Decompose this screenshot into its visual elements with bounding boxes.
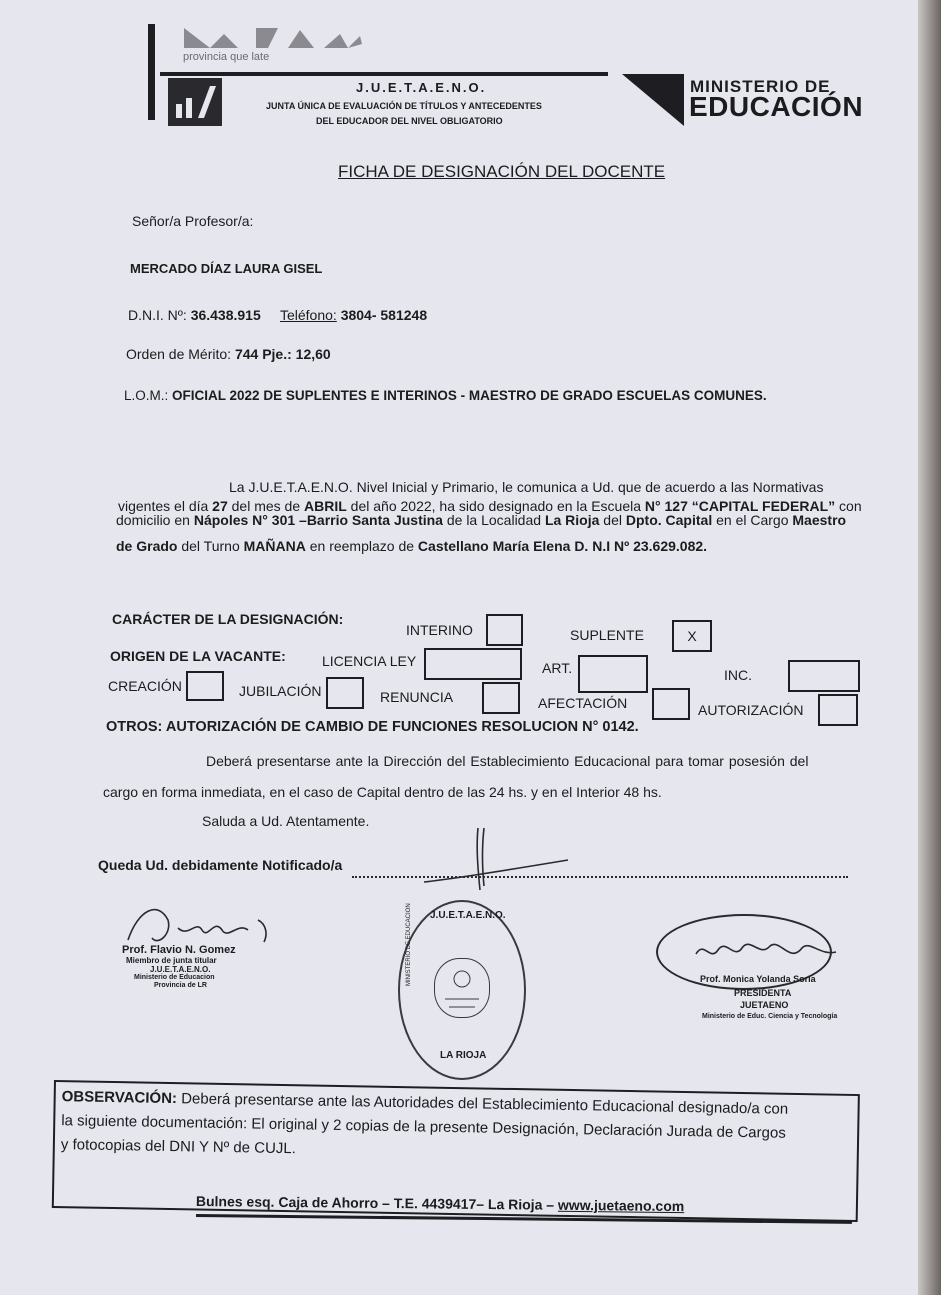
body-line-1 [229,479,823,495]
phone-label: Teléfono: [279,307,337,323]
body-text: del Turno [177,538,244,554]
creacion-checkbox[interactable] [186,671,224,701]
dni-label: D.N.I. Nº: [128,307,187,323]
licencia-field[interactable] [424,648,522,680]
logo-tagline: provincia que late [183,51,270,63]
merit-value: 744 Pje.: 12,60 [234,346,331,362]
body-position: Maestro [792,512,847,528]
body-text: de la Localidad [442,512,545,528]
renuncia-label: RENUNCIA [380,689,454,705]
notified-label: Queda Ud. debidamente Notificado/a [98,857,343,873]
right-signer-org: JUETAENO [740,1000,789,1010]
dni-value: 36.438.915 [190,307,261,323]
phone-value: 3804- 581248 [340,307,428,323]
closing-line-2: cargo en forma inmediata, en el caso de Capital dentro de las 24 hs. y en el Interior 48 hs. [103,784,662,800]
closing-line-1: Deberá presentarse ante la Dirección del Establecimiento Educacional para tomar posesión del [206,753,809,769]
desk-background [918,0,941,1295]
right-signer-ministry: Ministerio de Educ. Ciencia y Tecnología [702,1013,838,1020]
left-signer-name: Prof. Flavio N. Gomez [122,944,236,956]
left-signer-province: Provincia de LR [154,982,207,989]
caracter-label: CARÁCTER DE LA DESIGNACIÓN: [112,611,344,627]
right-signature [690,934,840,975]
body-text: en el Cargo [712,512,793,528]
body-month: ABRIL [304,498,347,514]
autorizacion-label: AUTORIZACIÓN [698,702,804,718]
suplente-mark: X [687,628,697,644]
right-signer-role: PRESIDENTA [734,988,792,998]
body-replacement: Castellano María Elena D. N.I Nº 23.629.082. [417,538,708,554]
official-seal [398,900,526,1080]
afectacion-label: AFECTACIÓN [538,695,628,711]
body-text: del mes de [227,498,305,514]
ministry-line2: EDUCACIÓN [689,91,864,122]
org-acronym: J.U.E.T.A.E.N.O. [356,80,487,95]
licencia-label: LICENCIA LEY [322,653,417,669]
art-field[interactable] [578,655,648,693]
ministry-logo-mark [622,74,684,126]
juetaeno-emblem [168,78,222,126]
art-label: ART. [542,660,573,676]
creacion-label: CREACIÓN [108,678,182,694]
renuncia-checkbox[interactable] [482,682,520,714]
salutation: Señor/a Profesor/a: [132,213,254,229]
otros-line: OTROS: AUTORIZACIÓN DE CAMBIO DE FUNCIONES RESOLUCION N° 0142. [106,719,639,735]
seal-bottom-text: LA RIOJA [440,1050,487,1061]
body-line-3 [116,512,846,528]
body-address: Nápoles N° 301 –Barrio Santa Justina [193,512,443,528]
body-text: del [599,512,626,528]
document-title: FICHA DE DESIGNACIÓN DEL DOCENTE [338,162,666,181]
jubilacion-label: JUBILACIÓN [239,683,322,699]
body-department: Dpto. Capital [625,512,713,528]
recipient-signature [420,822,580,899]
autorizacion-checkbox[interactable] [818,694,858,726]
observation-line-3: y fotocopias del DNI Y Nº de CUJL. [60,1136,297,1158]
body-shift: MAÑANA [243,538,306,554]
org-name-line2: DEL EDUCADOR DEL NIVEL OBLIGATORIO [316,116,503,126]
afectacion-checkbox[interactable] [652,688,690,720]
left-signer-role: Miembro de junta titular [126,956,217,965]
inc-label: INC. [724,667,752,683]
header-rule [160,72,608,76]
seal-top-text: J.U.E.T.A.E.N.O. [430,910,506,921]
left-signer-ministry: Ministerio de Educacion [134,974,215,981]
jubilacion-checkbox[interactable] [326,677,364,709]
body-text-1: La J.U.E.T.A.E.N.O. Nivel Inicial y Primario, le comunica a Ud. que de acuerdo a las Normativas [229,479,824,495]
greeting: Saluda a Ud. Atentamente. [202,813,370,829]
coat-of-arms-icon [435,959,489,1017]
suplente-checkbox[interactable] [672,620,712,652]
juetaeno-emblem-icon [168,78,222,126]
interino-checkbox[interactable] [486,614,523,646]
body-day: 27 [212,498,228,514]
inc-field[interactable] [788,660,860,692]
observation-text-1: Deberá presentarse ante las Autoridades del Establecimiento Educacional designado/a con [176,1090,789,1118]
body-text: del año 2022, ha sido designado en la Escuela [346,498,645,514]
origen-label: ORIGEN DE LA VACANTE: [110,648,286,664]
body-position: de Grado [116,538,178,554]
footer-address: Bulnes esq. Caja de Ahorro – T.E. 4439417– La Rioja – [195,1193,559,1213]
observation-label: OBSERVACIÓN: [61,1088,178,1108]
left-signer-org: J.U.E.T.A.E.N.O. [150,965,211,974]
interino-label: INTERINO [406,622,473,638]
lom-row [124,388,767,403]
body-line-4 [116,538,707,554]
seal-ring-text: MINISTERIO DE EDUCACION [406,903,412,986]
body-text: en reemplazo de [305,538,418,554]
teacher-name: MERCADO DÍAZ LAURA GISEL [130,261,323,276]
ministry-line1: MINISTERIO DE [690,77,831,96]
observation-line-2: la siguiente documentación: El original y 2 copias de la presente Designación, Declaración Jurada de Cargos [61,1112,786,1142]
body-locality: La Rioja [544,512,600,528]
seal-emblem [434,958,490,1018]
dni-row [128,307,427,323]
merit-label: Orden de Mérito: [126,346,232,362]
footer-website-link[interactable]: www.juetaeno.com [557,1196,685,1215]
body-school: N° 127 “CAPITAL FEDERAL” [644,498,836,514]
body-text: vigentes el día [118,498,213,514]
ministry-logo [622,74,684,126]
body-text: domicilio en [116,512,194,528]
lom-label: L.O.M.: [124,388,169,403]
right-signature-scribble [690,934,840,970]
suplente-label: SUPLENTE [570,627,644,643]
org-name-line1: JUNTA ÚNICA DE EVALUACIÓN DE TÍTULOS Y ANTECEDENTES [266,101,542,111]
body-text: con [835,498,862,514]
merit-row [126,346,331,362]
lom-value: OFICIAL 2022 DE SUPLENTES E INTERINOS - MAESTRO DE GRADO ESCUELAS COMUNES. [172,388,767,403]
right-signer-name: Prof. Monica Yolanda Soria [700,974,816,984]
recipient-signature-scribble [420,822,580,894]
